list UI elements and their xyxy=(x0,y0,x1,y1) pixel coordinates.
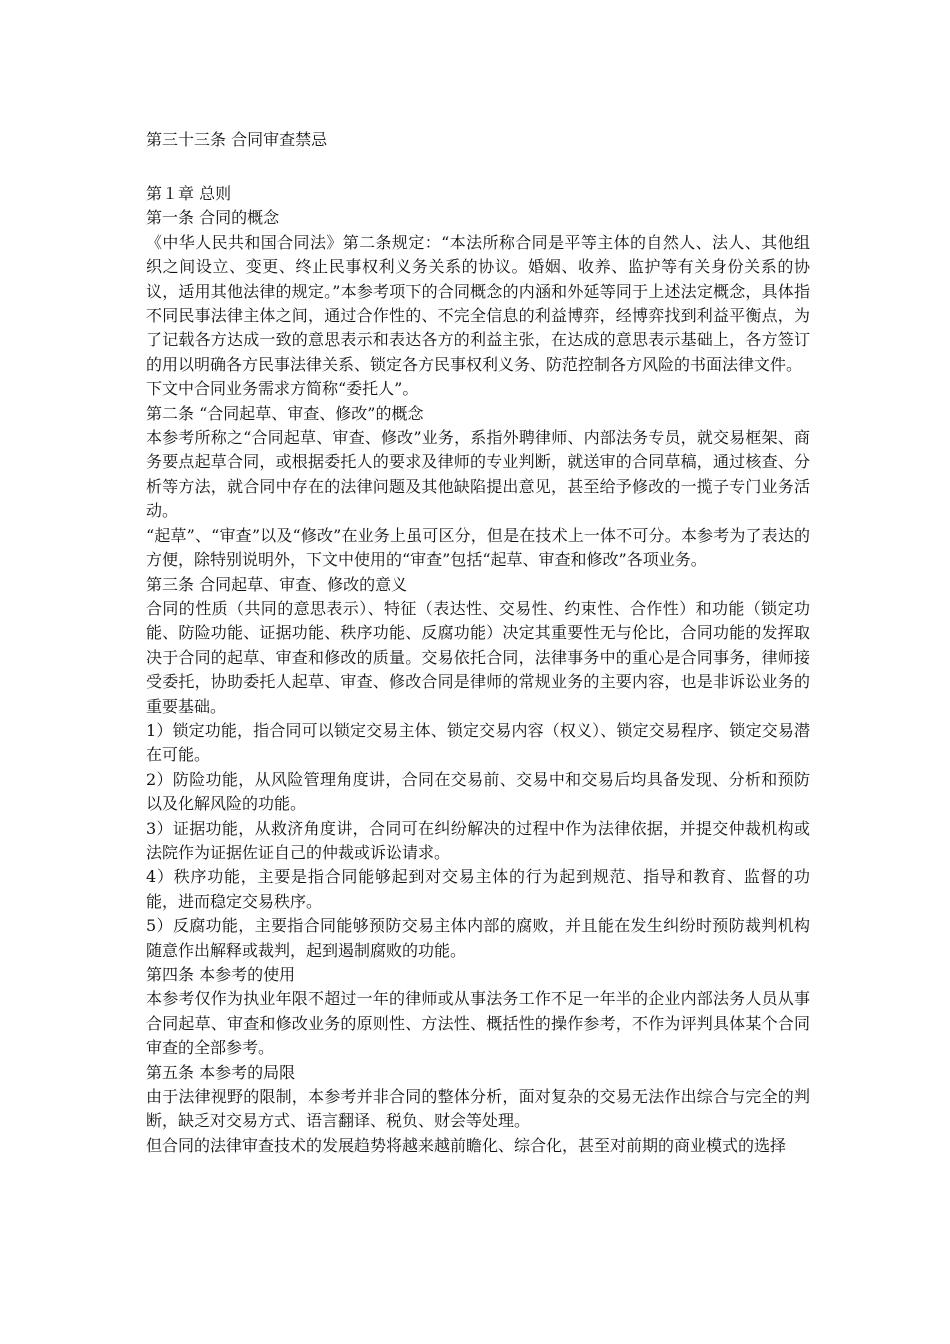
document-body xyxy=(146,128,810,1158)
article-heading-3: 第三条 合同起草、审查、修改的意义 xyxy=(146,574,408,594)
article-heading-4: 第四条 本参考的使用 xyxy=(146,965,296,984)
paragraph: 合同的性质（共同的意思表示）、特征（表达性、交易性、约束性、合作性）和功能（锁定功能、防险功能、证据功能、秩序功能、反腐功能）决定其重要性无与伦比，合同功能的发挥取决于合同的起草、审查和修改的质量。交易依托合同，法律事务中的重心是合同事务，律师接受委托，协助委托人起草、审查、修改合同是律师的常规业务的主要内容，也是非诉讼业务的重要基础。 xyxy=(146,598,810,716)
paragraph: 下文中合同业务需求方简称“委托人”。 xyxy=(146,379,419,399)
paragraph: 由于法律视野的限制，本参考并非合同的整体分析，面对复杂的交易无法作出综合与完全的判断，缺乏对交易方式、语言翻译、税负、财会等处理。 xyxy=(146,1087,810,1131)
list-item: 5）反腐功能，主要指合同能够预防交易主体内部的腐败，并且能在发生纠纷时预防裁判机构随意作出解释或裁判，起到遏制腐败的功能。 xyxy=(146,916,810,960)
list-item: 4）秩序功能，主要是指合同能够起到对交易主体的行为起到规范、指导和教育、监督的功能，进而稳定交易秩序。 xyxy=(146,867,810,911)
article-heading-2: 第二条 “合同起草、审查、修改”的概念 xyxy=(146,403,424,423)
document-title: 第三十三条 合同审查禁忌 xyxy=(146,130,328,149)
paragraph: 本参考仅作为执业年限不超过一年的律师或从事法务工作不足一年半的企业内部法务人员从事合同起草、审查和修改业务的原则性、方法性、概括性的操作参考，不作为评判具体某个合同审查的全部参考。 xyxy=(146,989,810,1058)
paragraph: 但合同的法律审查技术的发展趋势将越来越前瞻化、综合化，甚至对前期的商业模式的选择 xyxy=(146,1135,787,1155)
paragraph: 本参考所称之“合同起草、审查、修改”业务，系指外聘律师、内部法务专员，就交易框架、商务要点起草合同，或根据委托人的要求及律师的专业判断，就送审的合同草稿，通过核查、分析等方法，就合同中存在的法律问题及其他缺陷提出意见，甚至给予修改的一揽子专门业务活动。 xyxy=(146,428,810,521)
list-item: 3）证据功能，从救济角度讲，合同可在纠纷解决的过程中作为法律依据，并提交仲裁机构或法院作为证据佐证自己的仲裁或诉讼请求。 xyxy=(146,818,810,862)
article-heading-5: 第五条 本参考的局限 xyxy=(146,1062,296,1082)
chapter-heading: 第１章 总则 xyxy=(146,184,232,203)
list-item: 1）锁定功能，指合同可以锁定交易主体、锁定交易内容（权义）、锁定交易程序、锁定交易潜在可能。 xyxy=(146,720,810,765)
paragraph: 《中华人民共和国合同法》第二条规定：“本法所称合同是平等主体的自然人、法人、其他组织之间设立、变更、终止民事权利义务关系的协议。婚姻、收养、监护等有关身份关系的协议，适用其他法律的规定。”本参考项下的合同概念的内涵和外延等同于上述法定概念，具体指不同民事法律主体之间，通过合作性的、不完全信息的利益博弈，经博弈找到利益平衡点，为了记载各方达成一致的意思表示和表达各方的利益主张，在达成的意思表示基础上，各方签订的用以明确各方民事法律关系、锁定各方民事权利义务、防范控制各方风险的书面法律文件。 xyxy=(146,232,810,374)
paragraph: “起草”、“审查”以及“修改”在业务上虽可区分，但是在技术上一体不可分。本参考为了表达的方便，除特别说明外，下文中使用的“审查”包括“起草、审查和修改”各项业务。 xyxy=(146,525,810,570)
list-item: 2）防险功能，从风险管理角度讲，合同在交易前、交易中和交易后均具备发现、分析和预防以及化解风险的功能。 xyxy=(146,769,810,814)
article-heading-1: 第一条 合同的概念 xyxy=(146,208,280,228)
